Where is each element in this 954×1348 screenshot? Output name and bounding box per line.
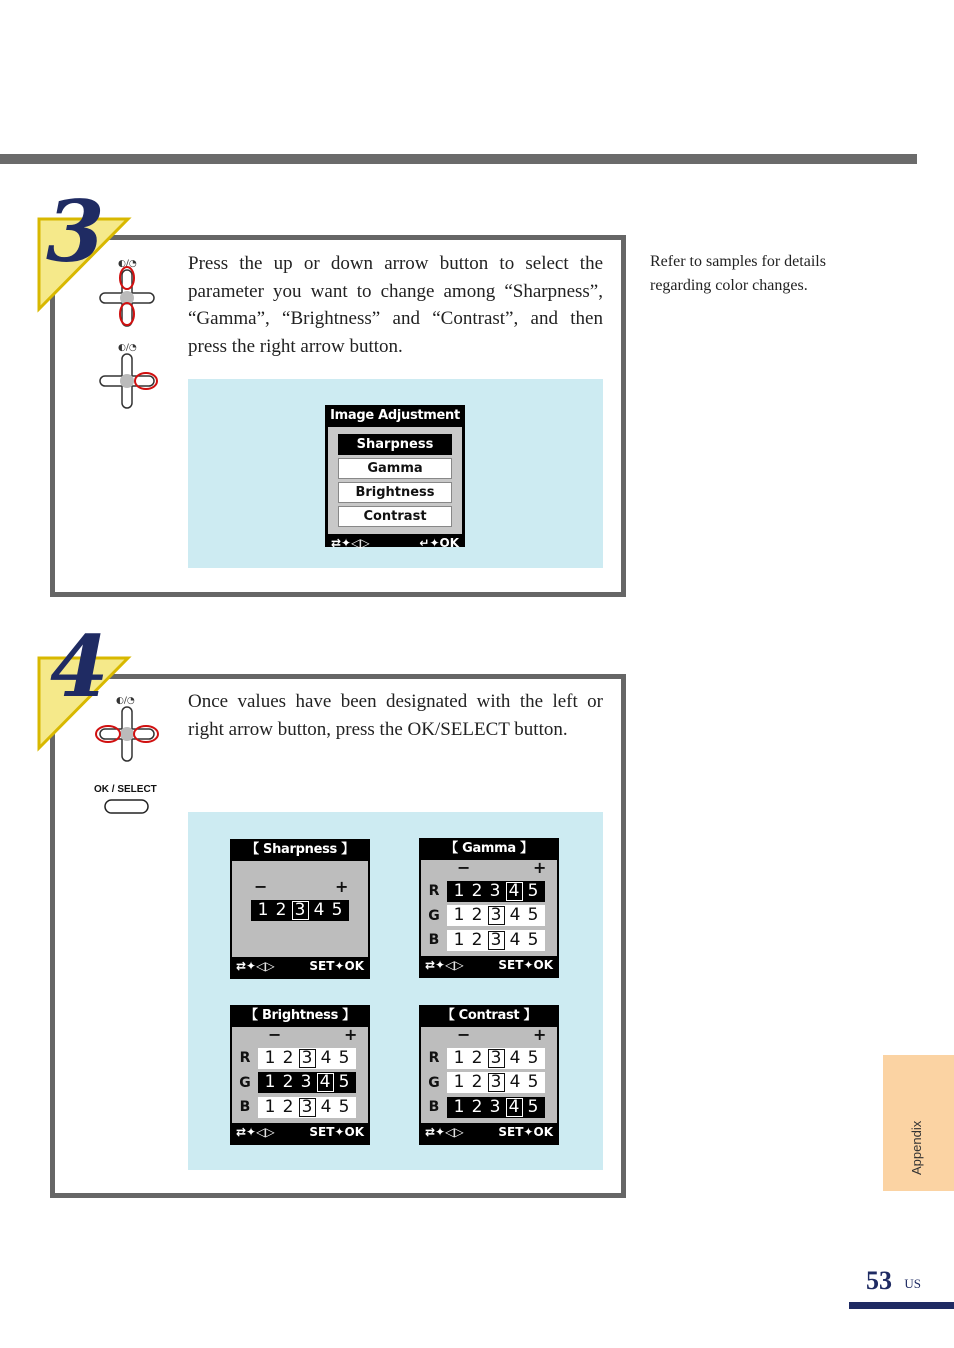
minus-icon: − xyxy=(457,1025,471,1044)
value-option-3: 3 xyxy=(488,906,505,925)
ok-select-label: OK / SELECT xyxy=(94,784,157,795)
value-option-3: 3 xyxy=(488,1049,505,1068)
value-scale[interactable] xyxy=(447,1097,545,1118)
value-option-1: 1 xyxy=(257,899,269,920)
footer-navigate-hint: ⇄✦◁▷ xyxy=(236,959,275,973)
screen-body xyxy=(421,1027,557,1123)
value-scale[interactable] xyxy=(258,1048,356,1069)
channel-label: R xyxy=(428,883,440,899)
footer-set-hint: SET✦OK xyxy=(309,959,364,973)
value-option-2: 2 xyxy=(471,905,483,925)
menu-item-gamma[interactable]: Gamma xyxy=(338,458,452,479)
channel-label: G xyxy=(428,1074,440,1091)
screen-title: 【 Contrast 】 xyxy=(441,1008,537,1023)
value-option-2: 2 xyxy=(282,1096,294,1117)
menu-item-brightness[interactable]: Brightness xyxy=(338,482,452,503)
screen-footer xyxy=(419,1123,559,1141)
step-3-number: 3 xyxy=(46,182,105,281)
value-scale[interactable] xyxy=(251,900,349,921)
plus-icon: + xyxy=(335,877,349,896)
value-option-1: 1 xyxy=(453,1047,465,1068)
channel-label: R xyxy=(239,1050,251,1066)
value-option-3: 3 xyxy=(292,901,309,920)
value-scale[interactable] xyxy=(447,930,545,951)
footer-navigate-hint: ⇄✦◁▷ xyxy=(425,1125,464,1139)
value-option-4: 4 xyxy=(509,905,521,925)
minus-icon: − xyxy=(457,858,471,877)
plus-icon: + xyxy=(533,858,547,877)
image-adjustment-screen xyxy=(325,405,465,550)
value-option-4: 4 xyxy=(509,929,521,950)
value-option-1: 1 xyxy=(264,1096,276,1117)
value-option-2: 2 xyxy=(471,1047,483,1068)
menu-item-contrast[interactable]: Contrast xyxy=(338,506,452,527)
plus-icon: + xyxy=(533,1025,547,1044)
footer-navigate-hint: ⇄✦◁▷ xyxy=(331,536,370,550)
channel-row-r xyxy=(421,880,557,902)
menu-list xyxy=(328,427,462,534)
value-option-1: 1 xyxy=(453,1096,465,1117)
value-option-5: 5 xyxy=(527,929,539,950)
value-option-1: 1 xyxy=(264,1072,276,1092)
channel-row-b xyxy=(421,929,557,951)
value-scale[interactable] xyxy=(258,1097,356,1118)
channel-row-g xyxy=(421,1072,557,1094)
footer-set-hint: SET✦OK xyxy=(498,958,553,972)
minus-icon: − xyxy=(254,877,268,896)
channel-label: R xyxy=(428,1050,440,1066)
menu-item-sharpness[interactable]: Sharpness xyxy=(338,434,452,455)
value-option-4: 4 xyxy=(506,1098,523,1117)
ok-select-button-icon xyxy=(104,799,150,815)
screen-footer xyxy=(325,534,465,552)
value-option-5: 5 xyxy=(527,905,539,925)
screen-footer xyxy=(419,956,559,974)
appendix-tab[interactable] xyxy=(883,1055,954,1191)
minus-icon: − xyxy=(268,1025,282,1044)
contrast-screen xyxy=(419,1005,559,1145)
sharpness-screen xyxy=(230,839,370,979)
value-option-1: 1 xyxy=(453,929,465,950)
value-option-2: 2 xyxy=(275,899,287,920)
brightness-screen xyxy=(230,1005,370,1145)
value-option-2: 2 xyxy=(471,1096,483,1117)
screen-title: 【 Brightness 】 xyxy=(245,1008,355,1023)
value-option-3: 3 xyxy=(488,1073,505,1092)
value-option-4: 4 xyxy=(317,1073,334,1092)
gamma-screen xyxy=(419,838,559,978)
value-option-5: 5 xyxy=(527,1047,539,1068)
value-option-1: 1 xyxy=(453,1072,465,1092)
footer-rule xyxy=(849,1302,954,1309)
screen-footer xyxy=(230,1123,370,1141)
value-option-3: 3 xyxy=(299,1098,316,1117)
channel-label: G xyxy=(428,907,440,924)
value-option-5: 5 xyxy=(331,899,343,920)
value-scale[interactable] xyxy=(447,905,545,926)
dpad-left-right-icon xyxy=(94,693,160,765)
step-3-instructions: Press the up or down arrow button to select the parameter you want to change among “Sharpness”, “Gamma”, “Brightness” and “Contrast”, and then press the right arrow button. xyxy=(188,253,603,357)
value-option-2: 2 xyxy=(282,1047,294,1068)
screen-body xyxy=(232,1027,368,1123)
svg-text:◐/◔: ◐/◔ xyxy=(116,696,135,706)
dpad-right-icon xyxy=(98,340,160,410)
value-scale[interactable] xyxy=(447,881,545,902)
value-row xyxy=(232,899,368,921)
channel-label: G xyxy=(239,1074,251,1091)
step-4-instructions: Once values have been designated with the left or right arrow button, press the OK/SELECT button. xyxy=(188,691,603,740)
footer-set-hint: SET✦OK xyxy=(309,1125,364,1139)
footer-set-hint: SET✦OK xyxy=(498,1125,553,1139)
svg-text:◐/◔: ◐/◔ xyxy=(118,259,137,269)
value-option-5: 5 xyxy=(527,880,539,901)
channel-label: B xyxy=(428,932,440,948)
appendix-tab-label: Appendix xyxy=(909,1120,924,1175)
dpad-up-down-icon xyxy=(98,256,158,330)
screen-title: 【 Gamma 】 xyxy=(445,841,533,856)
color-samples-note: Refer to samples for details regarding color changes. xyxy=(650,253,826,294)
value-option-1: 1 xyxy=(453,905,465,925)
footer-navigate-hint: ⇄✦◁▷ xyxy=(236,1125,275,1139)
value-option-5: 5 xyxy=(527,1096,539,1117)
value-option-1: 1 xyxy=(264,1047,276,1068)
screen-title: Image Adjustment xyxy=(330,408,460,423)
value-option-4: 4 xyxy=(509,1047,521,1068)
value-option-5: 5 xyxy=(338,1096,350,1117)
channel-row-r xyxy=(421,1047,557,1069)
value-option-2: 2 xyxy=(282,1072,294,1092)
value-option-2: 2 xyxy=(471,1072,483,1092)
channel-label: B xyxy=(239,1099,251,1115)
value-scale[interactable] xyxy=(447,1072,545,1093)
value-option-4: 4 xyxy=(506,882,523,901)
channel-row-b xyxy=(421,1096,557,1118)
value-option-4: 4 xyxy=(320,1047,332,1068)
channel-row-g xyxy=(232,1072,368,1094)
svg-text:◐/◔: ◐/◔ xyxy=(118,343,137,353)
value-option-2: 2 xyxy=(471,880,483,901)
value-option-4: 4 xyxy=(320,1096,332,1117)
value-option-4: 4 xyxy=(313,899,325,920)
channel-row-g xyxy=(421,905,557,927)
value-option-5: 5 xyxy=(338,1047,350,1068)
plus-icon: + xyxy=(344,1025,358,1044)
channel-row-r xyxy=(232,1047,368,1069)
footer-navigate-hint: ⇄✦◁▷ xyxy=(425,958,464,972)
screen-footer xyxy=(230,957,370,975)
value-scale[interactable] xyxy=(258,1072,356,1093)
value-option-3: 3 xyxy=(489,880,501,901)
value-option-5: 5 xyxy=(527,1072,539,1092)
channel-row-b xyxy=(232,1096,368,1118)
screen-title: 【 Sharpness 】 xyxy=(246,842,354,857)
value-option-1: 1 xyxy=(453,880,465,901)
channel-label: B xyxy=(428,1099,440,1115)
value-option-3: 3 xyxy=(300,1072,312,1092)
value-option-4: 4 xyxy=(509,1072,521,1092)
value-option-2: 2 xyxy=(471,929,483,950)
value-option-3: 3 xyxy=(489,1096,501,1117)
page-region-suffix: US xyxy=(904,1276,921,1291)
page-number: 53 xyxy=(866,1266,892,1295)
value-option-5: 5 xyxy=(338,1072,350,1092)
value-option-3: 3 xyxy=(488,931,505,950)
value-option-3: 3 xyxy=(299,1049,316,1068)
footer-ok-hint: ↵✦OK xyxy=(419,536,459,550)
header-rule xyxy=(0,154,917,164)
value-scale[interactable] xyxy=(447,1048,545,1069)
screen-body xyxy=(421,860,557,956)
step-4-number: 4 xyxy=(50,617,109,716)
screen-body xyxy=(232,861,368,957)
